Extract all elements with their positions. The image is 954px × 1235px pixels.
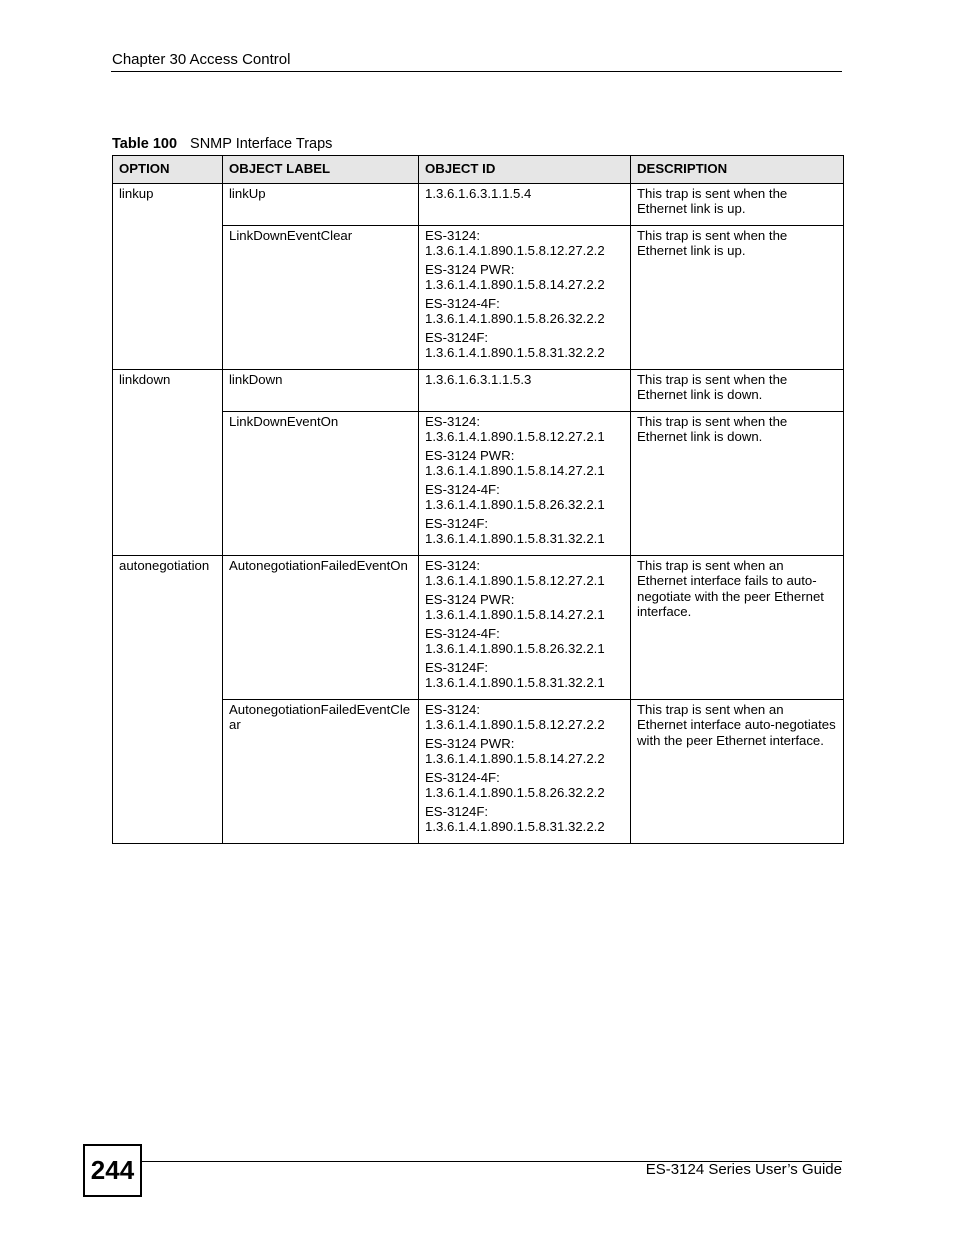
table-body xyxy=(113,183,844,843)
table-header-row xyxy=(113,156,844,184)
object-id-line: ES-3124 PWR: 1.3.6.1.4.1.890.1.5.8.14.27.2.1 xyxy=(425,591,605,622)
object-id-cell xyxy=(419,411,631,555)
table-title: SNMP Interface Traps xyxy=(190,136,333,152)
object-id-line: ES-3124F: 1.3.6.1.4.1.890.1.5.8.31.32.2.1 xyxy=(425,515,605,546)
table-row xyxy=(113,225,844,369)
option-cell: autonegotiation xyxy=(113,555,223,843)
table-number: Table 100 xyxy=(112,136,178,152)
object-id-line: ES-3124: 1.3.6.1.4.1.890.1.5.8.12.27.2.1 xyxy=(425,413,605,444)
object-id-line: 1.3.6.1.6.3.1.1.5.4 xyxy=(425,185,532,201)
object-id-cell xyxy=(419,183,631,225)
object-id-line: ES-3124 PWR: 1.3.6.1.4.1.890.1.5.8.14.27.2.2 xyxy=(425,261,605,292)
object-id-cell xyxy=(419,369,631,411)
table-row xyxy=(113,183,844,225)
option-cell: linkdown xyxy=(113,369,223,555)
object-id-line: ES-3124F: 1.3.6.1.4.1.890.1.5.8.31.32.2.2 xyxy=(425,329,605,360)
object-label-cell: LinkDownEventClear xyxy=(223,225,419,369)
table-row xyxy=(113,369,844,411)
table-row xyxy=(113,555,844,699)
column-header: OPTION xyxy=(113,156,223,184)
object-id-line: ES-3124F: 1.3.6.1.4.1.890.1.5.8.31.32.2.2 xyxy=(425,803,605,834)
object-id-cell xyxy=(419,555,631,699)
table-caption xyxy=(112,136,332,152)
object-id-line: ES-3124 PWR: 1.3.6.1.4.1.890.1.5.8.14.27.2.1 xyxy=(425,447,605,478)
description-cell: This trap is sent when an Ethernet interface fails to auto-negotiate with the peer Ethernet interface. xyxy=(631,555,844,699)
object-label-cell: LinkDownEventOn xyxy=(223,411,419,555)
description-cell: This trap is sent when the Ethernet link is up. xyxy=(631,225,844,369)
option-cell: linkup xyxy=(113,183,223,369)
object-id-line: ES-3124 PWR: 1.3.6.1.4.1.890.1.5.8.14.27.2.2 xyxy=(425,735,605,766)
object-label-cell: AutonegotiationFailedEventOn xyxy=(223,555,419,699)
object-label-cell: linkUp xyxy=(223,183,419,225)
guide-title: ES-3124 Series User’s Guide xyxy=(645,1161,842,1178)
column-header: OBJECT LABEL xyxy=(223,156,419,184)
object-id-line: ES-3124: 1.3.6.1.4.1.890.1.5.8.12.27.2.2 xyxy=(425,227,605,258)
object-label-cell: linkDown xyxy=(223,369,419,411)
object-id-line: ES-3124-4F: 1.3.6.1.4.1.890.1.5.8.26.32.2.1 xyxy=(425,481,605,512)
object-label-cell: AutonegotiationFailedEventClear xyxy=(223,699,419,843)
description-cell: This trap is sent when the Ethernet link is up. xyxy=(631,183,844,225)
description-cell: This trap is sent when an Ethernet interface auto-negotiates with the peer Ethernet interface. xyxy=(631,699,844,843)
table-row xyxy=(113,411,844,555)
object-id-cell xyxy=(419,699,631,843)
description-cell: This trap is sent when the Ethernet link is down. xyxy=(631,411,844,555)
column-header: DESCRIPTION xyxy=(631,156,844,184)
object-id-line: 1.3.6.1.6.3.1.1.5.3 xyxy=(425,371,532,387)
table-row xyxy=(113,699,844,843)
object-id-line: ES-3124-4F: 1.3.6.1.4.1.890.1.5.8.26.32.2.2 xyxy=(425,295,605,326)
snmp-interface-traps-table xyxy=(112,155,844,844)
object-id-line: ES-3124: 1.3.6.1.4.1.890.1.5.8.12.27.2.1 xyxy=(425,557,605,588)
chapter-header: Chapter 30 Access Control xyxy=(112,51,291,68)
page-number: 244 xyxy=(83,1144,142,1197)
object-id-cell xyxy=(419,225,631,369)
object-id-line: ES-3124: 1.3.6.1.4.1.890.1.5.8.12.27.2.2 xyxy=(425,701,605,732)
header-rule xyxy=(111,71,842,72)
column-header: OBJECT ID xyxy=(419,156,631,184)
object-id-line: ES-3124F: 1.3.6.1.4.1.890.1.5.8.31.32.2.1 xyxy=(425,659,605,690)
object-id-line: ES-3124-4F: 1.3.6.1.4.1.890.1.5.8.26.32.2.2 xyxy=(425,769,605,800)
description-cell: This trap is sent when the Ethernet link is down. xyxy=(631,369,844,411)
object-id-line: ES-3124-4F: 1.3.6.1.4.1.890.1.5.8.26.32.2.1 xyxy=(425,625,605,656)
